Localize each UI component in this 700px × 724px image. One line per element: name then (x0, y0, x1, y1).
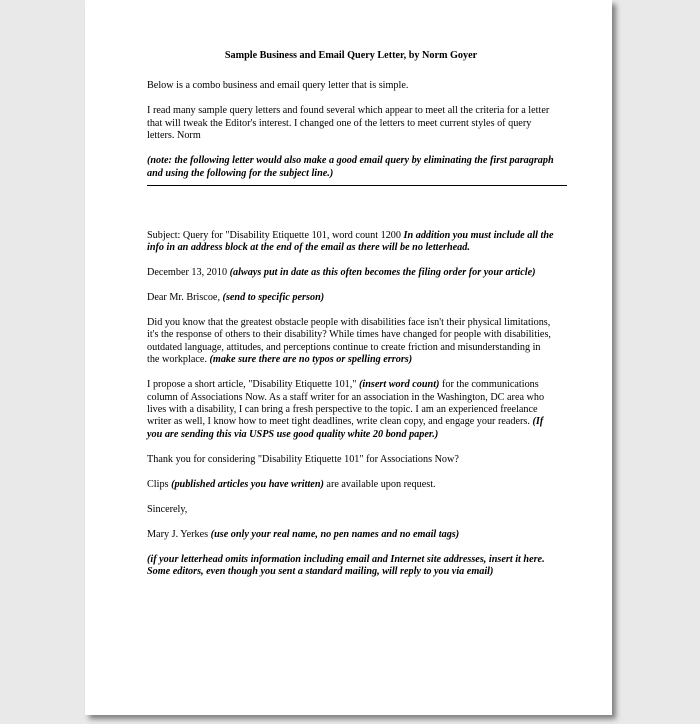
thanks-line: Thank you for considering "Disability Etiquette 101" for Associations Now? (147, 453, 459, 465)
body-paragraph-2 (147, 379, 555, 441)
signature-text: Mary J. Yerkes (147, 528, 211, 540)
explanation-paragraph: I read many sample query letters and found several which appear to meet all the criteria for a letter that will tweak the Editor's interest. I changed one of the letters to meet current styles of query letters. Norm (147, 105, 550, 142)
body2-text-a: I propose a short article, "Disability Etiquette 101," (147, 379, 360, 391)
horizontal-divider (147, 185, 567, 186)
salutation-line (147, 292, 555, 304)
intro-paragraph: Below is a combo business and email query letter that is simple. (147, 80, 409, 92)
document-page (85, 0, 612, 715)
closing-line: Sincerely, (147, 503, 188, 515)
clips-line (147, 479, 555, 491)
body1-note: (make sure there are no typos or spelling errors) (209, 354, 413, 366)
subject-note: In addition you must include all the info in an address block at the end of the email as there will be no letterhead. (147, 229, 554, 254)
date-line (147, 267, 555, 279)
body2-note-a: (insert word count) (359, 379, 440, 391)
final-note-paragraph: (if your letterhead omits information including email and Internet site addresses, insert it here. Some editors, even though you sent a standard mailing, will reply to you via email) (147, 553, 545, 578)
document-title: Sample Business and Email Query Letter, by Norm Goyer (224, 50, 478, 61)
clips-text-a: Clips (147, 478, 172, 490)
body2-note-b: (If you are sending this via USPS use good quality white 20 bond paper.) (147, 416, 544, 440)
subject-text: Subject: Query for "Disability Etiquette 101, word count 1200 (147, 229, 404, 241)
salutation-note: (send to specific person) (222, 292, 325, 304)
note-paragraph: (note: the following letter would also make a good email query by eliminating the first paragraph and using the following for the subject line.) (147, 155, 554, 179)
clips-note: (published articles you have written) (171, 478, 324, 490)
subject-line (147, 230, 555, 255)
body-paragraph-1 (147, 317, 555, 367)
clips-text-b: are available upon request. (323, 478, 436, 490)
document-body (147, 50, 555, 591)
signature-note: (use only your real name, no pen names and no email tags) (210, 528, 460, 540)
body2-text-b: for the communications column of Associations Now. As a staff writer for an association in the Washington, DC area who lives with a disability, I can bring a fresh perspective to the topic. I am an experienced freelance writer as well, I know how to meet tight deadlines, write clean copy, and engage your readers. (147, 379, 545, 428)
signature-line (147, 529, 555, 541)
date-note: (always put in date as this often becomes the filing order for your article) (229, 267, 536, 279)
salutation-text: Dear Mr. Briscoe, (147, 292, 223, 304)
date-text: December 13, 2010 (147, 267, 230, 279)
body1-text: Did you know that the greatest obstacle people with disabilities face isn't their physical limitations, it's the response of others to their disability? While times have changed for people with disabilities, outdated language, attitudes, and perceptions continue to create friction and misunderstanding in the workplace. (147, 317, 551, 366)
